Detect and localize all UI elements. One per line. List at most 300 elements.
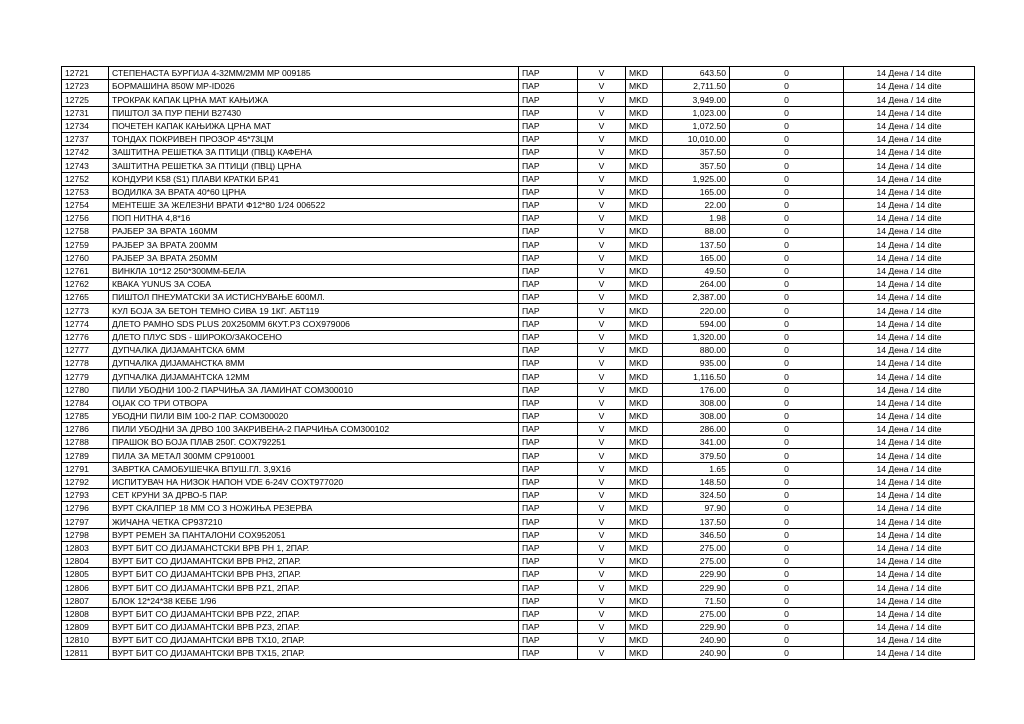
item-name: ДЛЕТО ПЛУС SDS - ШИРОКО/ЗАКОСЕНО	[109, 330, 519, 343]
item-unit: ПАР	[519, 607, 578, 620]
item-currency: MKD	[626, 449, 663, 462]
item-unit: ПАР	[519, 541, 578, 554]
item-delivery-time: 14 Дена / 14 dite	[844, 515, 975, 528]
item-unit: ПАР	[519, 370, 578, 383]
table-row	[62, 370, 975, 383]
table-row	[62, 264, 975, 277]
item-delivery-time: 14 Дена / 14 dite	[844, 528, 975, 541]
item-currency: MKD	[626, 357, 663, 370]
item-price: 2,387.00	[663, 291, 730, 304]
item-currency: MKD	[626, 304, 663, 317]
item-currency: MKD	[626, 317, 663, 330]
item-name: УБОДНИ ПИЛИ BIM 100-2 ПАР. COM300020	[109, 409, 519, 422]
table-row	[62, 515, 975, 528]
item-name: ТРОКРАК КАПАК ЦРНА МАТ КАЊИЖА	[109, 93, 519, 106]
item-quantity: 0	[730, 119, 844, 132]
item-name: ВУРТ РЕМЕН ЗА ПАНТАЛОНИ COX952051	[109, 528, 519, 541]
item-quantity: 0	[730, 251, 844, 264]
item-quantity: 0	[730, 594, 844, 607]
table-row	[62, 212, 975, 225]
item-code: 12776	[62, 330, 109, 343]
item-vat-flag: V	[578, 370, 626, 383]
item-vat-flag: V	[578, 502, 626, 515]
item-code: 12791	[62, 462, 109, 475]
item-unit: ПАР	[519, 357, 578, 370]
item-name: РАЈБЕР ЗА ВРАТА 200ММ	[109, 238, 519, 251]
item-currency: MKD	[626, 581, 663, 594]
item-delivery-time: 14 Дена / 14 dite	[844, 489, 975, 502]
item-price: 240.90	[663, 647, 730, 660]
item-quantity: 0	[730, 502, 844, 515]
item-quantity: 0	[730, 607, 844, 620]
item-vat-flag: V	[578, 554, 626, 567]
table-row	[62, 80, 975, 93]
item-quantity: 0	[730, 581, 844, 594]
table-row	[62, 607, 975, 620]
item-price: 357.50	[663, 159, 730, 172]
item-code: 12792	[62, 475, 109, 488]
item-unit: ПАР	[519, 132, 578, 145]
item-currency: MKD	[626, 198, 663, 211]
item-price: 357.50	[663, 146, 730, 159]
table-row	[62, 396, 975, 409]
item-quantity: 0	[730, 554, 844, 567]
item-price: 229.90	[663, 568, 730, 581]
item-currency: MKD	[626, 462, 663, 475]
item-quantity: 0	[730, 198, 844, 211]
table-row	[62, 106, 975, 119]
item-code: 12808	[62, 607, 109, 620]
item-vat-flag: V	[578, 620, 626, 633]
table-row	[62, 159, 975, 172]
item-name: ВИНКЛА 10*12 250*300ММ-БЕЛА	[109, 264, 519, 277]
item-code: 12797	[62, 515, 109, 528]
table-row	[62, 119, 975, 132]
item-unit: ПАР	[519, 489, 578, 502]
item-name: ОЏАК СО ТРИ ОТВОРА	[109, 396, 519, 409]
item-currency: MKD	[626, 172, 663, 185]
item-code: 12758	[62, 225, 109, 238]
item-delivery-time: 14 Дена / 14 dite	[844, 304, 975, 317]
item-name: ДУПЧАЛКА ДИЈАМАНСТКА 8ММ	[109, 357, 519, 370]
item-vat-flag: V	[578, 396, 626, 409]
item-currency: MKD	[626, 568, 663, 581]
item-vat-flag: V	[578, 106, 626, 119]
item-code: 12752	[62, 172, 109, 185]
item-name: ПОЧЕТЕН КАПАК КАЊИЖА ЦРНА МАТ	[109, 119, 519, 132]
item-delivery-time: 14 Дена / 14 dite	[844, 159, 975, 172]
item-price: 88.00	[663, 225, 730, 238]
item-unit: ПАР	[519, 330, 578, 343]
item-unit: ПАР	[519, 67, 578, 80]
table-row	[62, 475, 975, 488]
item-unit: ПАР	[519, 119, 578, 132]
item-vat-flag: V	[578, 489, 626, 502]
item-quantity: 0	[730, 620, 844, 633]
item-currency: MKD	[626, 264, 663, 277]
item-price: 324.50	[663, 489, 730, 502]
item-vat-flag: V	[578, 383, 626, 396]
table-row	[62, 330, 975, 343]
item-quantity: 0	[730, 146, 844, 159]
item-code: 12731	[62, 106, 109, 119]
item-code: 12806	[62, 581, 109, 594]
item-currency: MKD	[626, 423, 663, 436]
item-quantity: 0	[730, 93, 844, 106]
table-row	[62, 172, 975, 185]
item-code: 12796	[62, 502, 109, 515]
item-code: 12737	[62, 132, 109, 145]
item-quantity: 0	[730, 396, 844, 409]
item-delivery-time: 14 Дена / 14 dite	[844, 251, 975, 264]
item-delivery-time: 14 Дена / 14 dite	[844, 541, 975, 554]
item-delivery-time: 14 Дена / 14 dite	[844, 212, 975, 225]
item-currency: MKD	[626, 634, 663, 647]
item-name: ДУПЧАЛКА ДИЈАМАНТСКА 6ММ	[109, 343, 519, 356]
item-unit: ПАР	[519, 568, 578, 581]
item-delivery-time: 14 Дена / 14 dite	[844, 106, 975, 119]
item-unit: ПАР	[519, 225, 578, 238]
item-unit: ПАР	[519, 93, 578, 106]
item-currency: MKD	[626, 528, 663, 541]
item-currency: MKD	[626, 594, 663, 607]
item-price: 49.50	[663, 264, 730, 277]
table-row	[62, 146, 975, 159]
table-row	[62, 251, 975, 264]
item-code: 12786	[62, 423, 109, 436]
price-list-body	[62, 67, 975, 660]
item-unit: ПАР	[519, 251, 578, 264]
table-row	[62, 528, 975, 541]
table-row	[62, 67, 975, 80]
item-currency: MKD	[626, 80, 663, 93]
table-row	[62, 317, 975, 330]
table-row	[62, 541, 975, 554]
item-currency: MKD	[626, 93, 663, 106]
item-code: 12756	[62, 212, 109, 225]
item-delivery-time: 14 Дена / 14 dite	[844, 264, 975, 277]
item-vat-flag: V	[578, 119, 626, 132]
item-name: КУЛ БОЈА ЗА БЕТОН ТЕМНО СИВА 19 1КГ. АБТ119	[109, 304, 519, 317]
item-vat-flag: V	[578, 146, 626, 159]
item-currency: MKD	[626, 554, 663, 567]
table-row	[62, 581, 975, 594]
item-vat-flag: V	[578, 238, 626, 251]
item-code: 12788	[62, 436, 109, 449]
item-price: 935.00	[663, 357, 730, 370]
item-code: 12742	[62, 146, 109, 159]
item-code: 12721	[62, 67, 109, 80]
item-quantity: 0	[730, 80, 844, 93]
item-quantity: 0	[730, 225, 844, 238]
item-price: 137.50	[663, 238, 730, 251]
item-delivery-time: 14 Дена / 14 dite	[844, 436, 975, 449]
item-code: 12789	[62, 449, 109, 462]
item-delivery-time: 14 Дена / 14 dite	[844, 475, 975, 488]
item-code: 12810	[62, 634, 109, 647]
item-price: 643.50	[663, 67, 730, 80]
item-delivery-time: 14 Дена / 14 dite	[844, 278, 975, 291]
item-unit: ПАР	[519, 515, 578, 528]
item-unit: ПАР	[519, 620, 578, 633]
item-currency: MKD	[626, 343, 663, 356]
item-currency: MKD	[626, 291, 663, 304]
item-vat-flag: V	[578, 304, 626, 317]
table-row	[62, 502, 975, 515]
item-vat-flag: V	[578, 423, 626, 436]
item-name: КВАКА YUNUS ЗА СОБА	[109, 278, 519, 291]
item-currency: MKD	[626, 159, 663, 172]
item-vat-flag: V	[578, 251, 626, 264]
item-name: ПИЛИ УБОДНИ ЗА ДРВО 100 ЗАКРИВЕНА-2 ПАРЧИЊА COM300102	[109, 423, 519, 436]
item-price: 880.00	[663, 343, 730, 356]
item-unit: ПАР	[519, 185, 578, 198]
item-price: 1,925.00	[663, 172, 730, 185]
item-name: ВУРТ СКАЛПЕР 18 ММ СО 3 НОЖИЊА РЕЗЕРВА	[109, 502, 519, 515]
item-vat-flag: V	[578, 132, 626, 145]
item-vat-flag: V	[578, 607, 626, 620]
item-quantity: 0	[730, 462, 844, 475]
item-name: РАЈБЕР ЗА ВРАТА 250ММ	[109, 251, 519, 264]
price-list-table	[61, 66, 975, 660]
table-row	[62, 568, 975, 581]
item-unit: ПАР	[519, 212, 578, 225]
item-currency: MKD	[626, 119, 663, 132]
item-name: ПРАШОК ВО БОЈА ПЛАВ 250Г. COX792251	[109, 436, 519, 449]
table-row	[62, 357, 975, 370]
item-vat-flag: V	[578, 185, 626, 198]
item-vat-flag: V	[578, 330, 626, 343]
item-unit: ПАР	[519, 528, 578, 541]
item-code: 12785	[62, 409, 109, 422]
item-currency: MKD	[626, 212, 663, 225]
item-currency: MKD	[626, 330, 663, 343]
item-delivery-time: 14 Дена / 14 dite	[844, 647, 975, 660]
table-row	[62, 436, 975, 449]
item-code: 12759	[62, 238, 109, 251]
item-delivery-time: 14 Дена / 14 dite	[844, 607, 975, 620]
table-row	[62, 423, 975, 436]
table-row	[62, 93, 975, 106]
item-price: 379.50	[663, 449, 730, 462]
table-row	[62, 383, 975, 396]
item-code: 12762	[62, 278, 109, 291]
item-delivery-time: 14 Дена / 14 dite	[844, 581, 975, 594]
item-price: 165.00	[663, 251, 730, 264]
item-delivery-time: 14 Дена / 14 dite	[844, 568, 975, 581]
item-quantity: 0	[730, 264, 844, 277]
item-currency: MKD	[626, 146, 663, 159]
item-quantity: 0	[730, 515, 844, 528]
item-unit: ПАР	[519, 634, 578, 647]
item-vat-flag: V	[578, 634, 626, 647]
item-currency: MKD	[626, 475, 663, 488]
item-delivery-time: 14 Дена / 14 dite	[844, 383, 975, 396]
item-delivery-time: 14 Дена / 14 dite	[844, 594, 975, 607]
item-unit: ПАР	[519, 80, 578, 93]
item-code: 12753	[62, 185, 109, 198]
item-currency: MKD	[626, 409, 663, 422]
item-price: 71.50	[663, 594, 730, 607]
item-vat-flag: V	[578, 528, 626, 541]
item-code: 12811	[62, 647, 109, 660]
item-quantity: 0	[730, 370, 844, 383]
item-quantity: 0	[730, 634, 844, 647]
item-name: ВУРТ БИТ СО ДИЈАМАНТСКИ ВРВ PZ2, 2ПАР.	[109, 607, 519, 620]
table-row	[62, 238, 975, 251]
item-name: ЗАШТИТНА РЕШЕТКА ЗА ПТИЦИ (ПВЦ) ЦРНА	[109, 159, 519, 172]
item-name: ВУРТ БИТ СО ДИЈАМАНСТСКИ ВРВ PH 1, 2ПАР.	[109, 541, 519, 554]
item-currency: MKD	[626, 238, 663, 251]
item-currency: MKD	[626, 251, 663, 264]
item-price: 1.65	[663, 462, 730, 475]
item-quantity: 0	[730, 278, 844, 291]
item-name: ВУРТ БИТ СО ДИЈАМАНТСКИ ВРВ TX15, 2ПАР.	[109, 647, 519, 660]
item-currency: MKD	[626, 647, 663, 660]
item-vat-flag: V	[578, 475, 626, 488]
item-unit: ПАР	[519, 159, 578, 172]
item-name: МЕНТЕШЕ ЗА ЖЕЛЕЗНИ ВРАТИ Ф12*80 1/24 006522	[109, 198, 519, 211]
item-name: ПИЛА ЗА МЕТАЛ 300ММ CP910001	[109, 449, 519, 462]
item-quantity: 0	[730, 343, 844, 356]
item-delivery-time: 14 Дена / 14 dite	[844, 634, 975, 647]
item-delivery-time: 14 Дена / 14 dite	[844, 146, 975, 159]
item-vat-flag: V	[578, 80, 626, 93]
table-row	[62, 449, 975, 462]
item-currency: MKD	[626, 278, 663, 291]
item-name: БЛОК 12*24*38 КЕБЕ 1/96	[109, 594, 519, 607]
item-vat-flag: V	[578, 357, 626, 370]
item-vat-flag: V	[578, 172, 626, 185]
item-code: 12761	[62, 264, 109, 277]
item-quantity: 0	[730, 212, 844, 225]
item-quantity: 0	[730, 409, 844, 422]
item-quantity: 0	[730, 172, 844, 185]
item-delivery-time: 14 Дена / 14 dite	[844, 225, 975, 238]
item-name: ЗАШТИТНА РЕШЕТКА ЗА ПТИЦИ (ПВЦ) КАФЕНА	[109, 146, 519, 159]
item-delivery-time: 14 Дена / 14 dite	[844, 119, 975, 132]
item-price: 264.00	[663, 278, 730, 291]
item-price: 229.90	[663, 581, 730, 594]
item-vat-flag: V	[578, 225, 626, 238]
item-quantity: 0	[730, 449, 844, 462]
item-vat-flag: V	[578, 198, 626, 211]
item-price: 275.00	[663, 607, 730, 620]
item-delivery-time: 14 Дена / 14 dite	[844, 317, 975, 330]
item-delivery-time: 14 Дена / 14 dite	[844, 132, 975, 145]
item-code: 12805	[62, 568, 109, 581]
item-currency: MKD	[626, 489, 663, 502]
item-price: 22.00	[663, 198, 730, 211]
item-price: 1,023.00	[663, 106, 730, 119]
item-price: 97.90	[663, 502, 730, 515]
item-name: ДЛЕТО РАМНО SDS PLUS 20X250MM 6КУТ.Р3 COX979006	[109, 317, 519, 330]
item-vat-flag: V	[578, 343, 626, 356]
table-row	[62, 343, 975, 356]
item-delivery-time: 14 Дена / 14 dite	[844, 502, 975, 515]
item-code: 12807	[62, 594, 109, 607]
item-name: СЕТ КРУНИ ЗА ДРВО-5 ПАР.	[109, 489, 519, 502]
item-vat-flag: V	[578, 541, 626, 554]
item-code: 12774	[62, 317, 109, 330]
item-vat-flag: V	[578, 436, 626, 449]
item-name: ЖИЧАНА ЧЕТКА CP937210	[109, 515, 519, 528]
item-unit: ПАР	[519, 396, 578, 409]
item-quantity: 0	[730, 67, 844, 80]
item-code: 12723	[62, 80, 109, 93]
item-quantity: 0	[730, 436, 844, 449]
item-price: 275.00	[663, 541, 730, 554]
item-currency: MKD	[626, 370, 663, 383]
item-currency: MKD	[626, 132, 663, 145]
item-name: РАЈБЕР ЗА ВРАТА 160ММ	[109, 225, 519, 238]
item-quantity: 0	[730, 647, 844, 660]
item-unit: ПАР	[519, 462, 578, 475]
item-code: 12743	[62, 159, 109, 172]
item-vat-flag: V	[578, 515, 626, 528]
item-vat-flag: V	[578, 159, 626, 172]
item-quantity: 0	[730, 330, 844, 343]
item-delivery-time: 14 Дена / 14 dite	[844, 423, 975, 436]
item-price: 1,072.50	[663, 119, 730, 132]
table-row	[62, 291, 975, 304]
item-delivery-time: 14 Дена / 14 dite	[844, 93, 975, 106]
item-vat-flag: V	[578, 462, 626, 475]
item-code: 12777	[62, 343, 109, 356]
item-code: 12725	[62, 93, 109, 106]
item-quantity: 0	[730, 357, 844, 370]
item-name: КОНДУРИ K58 (S1) ПЛАВИ КРАТКИ БР.41	[109, 172, 519, 185]
item-quantity: 0	[730, 132, 844, 145]
item-delivery-time: 14 Дена / 14 dite	[844, 330, 975, 343]
item-currency: MKD	[626, 185, 663, 198]
item-delivery-time: 14 Дена / 14 dite	[844, 449, 975, 462]
table-row	[62, 304, 975, 317]
item-delivery-time: 14 Дена / 14 dite	[844, 185, 975, 198]
item-currency: MKD	[626, 396, 663, 409]
item-price: 1,116.50	[663, 370, 730, 383]
item-name: ВОДИЛКА ЗА ВРАТА 40*60 ЦРНА	[109, 185, 519, 198]
item-price: 148.50	[663, 475, 730, 488]
item-price: 1,320.00	[663, 330, 730, 343]
item-unit: ПАР	[519, 172, 578, 185]
table-row	[62, 489, 975, 502]
item-delivery-time: 14 Дена / 14 dite	[844, 343, 975, 356]
item-unit: ПАР	[519, 264, 578, 277]
item-name: ЗАВРТКА САМОБУШЕЧКА ВПУШ.ГЛ. 3,9X16	[109, 462, 519, 475]
item-name: ВУРТ БИТ СО ДИЈАМАНТСКИ ВРВ PZ1, 2ПАР.	[109, 581, 519, 594]
table-row	[62, 647, 975, 660]
item-quantity: 0	[730, 568, 844, 581]
item-vat-flag: V	[578, 317, 626, 330]
item-price: 3,949.00	[663, 93, 730, 106]
item-unit: ПАР	[519, 106, 578, 119]
item-currency: MKD	[626, 436, 663, 449]
item-price: 346.50	[663, 528, 730, 541]
item-delivery-time: 14 Дена / 14 dite	[844, 67, 975, 80]
table-row	[62, 634, 975, 647]
item-unit: ПАР	[519, 475, 578, 488]
item-currency: MKD	[626, 225, 663, 238]
item-delivery-time: 14 Дена / 14 dite	[844, 462, 975, 475]
item-vat-flag: V	[578, 93, 626, 106]
item-vat-flag: V	[578, 278, 626, 291]
item-unit: ПАР	[519, 304, 578, 317]
item-currency: MKD	[626, 383, 663, 396]
item-price: 2,711.50	[663, 80, 730, 93]
item-currency: MKD	[626, 620, 663, 633]
item-unit: ПАР	[519, 383, 578, 396]
